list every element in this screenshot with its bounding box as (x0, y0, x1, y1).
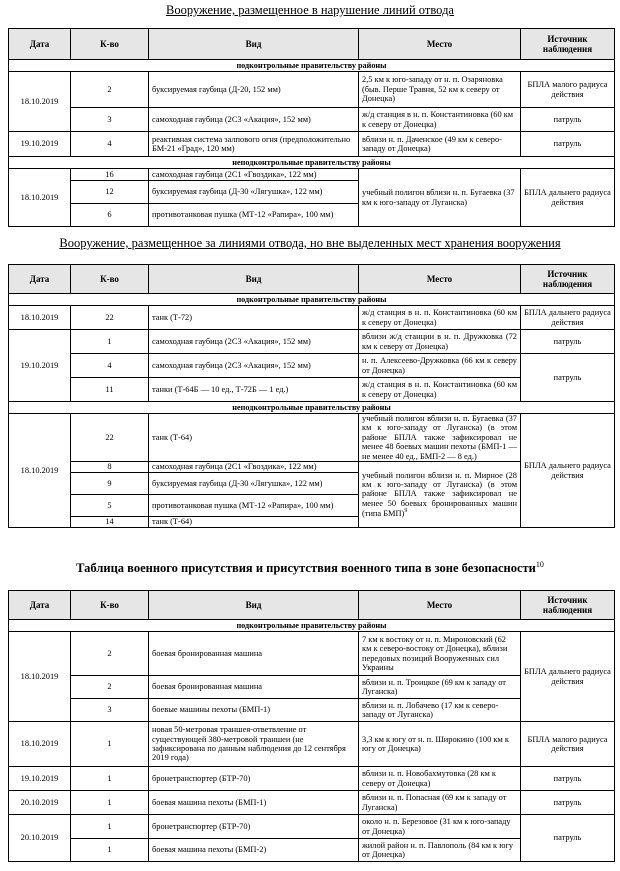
table-row: 4 самоходная гаубица (2С3 «Акация», 152 мм) н. п. Алексеево-Дружковка (66 км к северу от Донецка) патруль (9, 354, 615, 378)
table-row: 19.10.2019 1 самоходная гаубица (2С3 «Акация», 152 мм) вблизи ж/д станции в н. п. Дружковка (72 км к северу от Донецка) патруль (9, 330, 615, 354)
table-row: 9 буксируемая гаубица (Д-30 «Лягушка», 122 мм) (9, 473, 615, 495)
table3-header: Дата К-во Вид Место Источник наблюдения (9, 591, 615, 620)
header-type: Вид (149, 29, 359, 60)
header-qty: К-во (71, 29, 149, 60)
table-row: 12 буксируемая гаубица (Д-30 «Лягушка», 122 мм) (9, 181, 615, 204)
table2: Дата К-во Вид Место Источник наблюдения подконтрольные правительству районы 18.10.2019 22 танк (Т-72) ж/д станция в н. п. Константиновка (60 км к северу от Донецка) БПЛА дальнего радиуса действия 19.10.2019 1 самоходная гаубица (2С3 «Акация», 152 мм) вблизи ж/д станции в н. п. Дружковка (72 км к северу от Донецка) патруль 4 самоходная гаубица (2С3 «Акация», 152 мм) н. п. Алексеево-Дружковка (66 км к северу от Донецка) патруль 11 танки (Т-64Б — 10 ед., Т-72Б — 1 ед.) ж/д станция в н. п. Константиновка (60 км к северу от Донецка) неподконтрольные правительству районы 18.10.2019 22 танк (Т-64) учебный полигон вблизи н. п. Бугаевка (37 км к юго-западу от Луганска) (в этом районе БПЛА также зафиксировал не менее 48 боевых машин пехоты (БМП-1 — не менее 40 ед., БМП-2 — 8 ед.) БПЛА дальнего радиуса действия 8 самоходная гаубица (2С1 «Гвоздика», 122 мм) учебный полигон вблизи н. п. Мирное (28 км к юго-западу от Луганска) (в этом районе БПЛА также зафиксировал не менее 50 боевых бронированных машин (типа БМП)$^9$ 9 буксируемая гаубица (Д-30 «Лягушка», 122 мм) 5 противотанковая пушка (МТ-12 «Рапира», 100 мм) 14 танк (Т-64) (8, 264, 615, 528)
table-row: 20.10.2019 1 бронетранспортер (БТР-70) около н. п. Березовое (31 км к юго-западу от Донецка) патруль (9, 815, 615, 839)
table2-title: Вооружение, размещенное за линиями отвода, но вне выделенных мест хранения вооружения (59, 236, 561, 250)
table-row: 8 самоходная гаубица (2С1 «Гвоздика», 122 мм) учебный полигон вблизи н. п. Мирное (28 км к юго-западу от Луганска) (в этом районе БПЛА также зафиксировал не менее 50 боевых бронированных машин (типа БМП)$^9$ (9, 462, 615, 473)
header-date: Дата (9, 29, 71, 60)
header-source: Источник наблюдения (521, 29, 615, 60)
table-row: 2 боевая бронированная машина вблизи н. п. Троицкое (69 км к западу от Луганска) (9, 676, 615, 699)
table-row: 18.10.2019 2 боевая бронированная машина 7 км к востоку от н. п. Мироновский (62 км к северо-востоку от Донецка), вблизи передовых позиций Вооруженных сил Украины БПЛА дальнего радиуса действия (9, 632, 615, 676)
table3-title: Таблица военного присутствия и присутствия военного типа в зоне безопасности$^{10}$ (76, 560, 544, 576)
table1 (8, 28, 615, 227)
table1-title: Вооружение, размещенное в нарушение линий отвода (166, 3, 454, 17)
table-row: 3 боевые машины пехоты (БМП-1) вблизи н. п. Лобачево (17 км к северо-западу от Луганска) (9, 699, 615, 722)
table-row: 18.10.2019 16 самоходная гаубица (2С1 «Гвоздика», 122 мм) учебный полигон вблизи н. п. Бугаевка (37 км к юго-западу от Луганска) БПЛА дальнего радиуса действия (9, 169, 615, 181)
table-row: 18.10.2019 2 буксируемая гаубица (Д-20, 152 мм) 2,5 км к юго-западу от н. п. Озаряновка (быв. Перше Травня, 52 км к северу от Донецка) БПЛА малого радиуса действия (9, 72, 615, 108)
table2-header: Дата К-во Вид Место Источник наблюдения (9, 265, 615, 294)
table-row: 11 танки (Т-64Б — 10 ед., Т-72Б — 1 ед.) ж/д станция в н. п. Константиновка (60 км к северу от Донецка) (9, 378, 615, 402)
table-row: 1 боевая машина пехоты (БМП-2) жилой район н. п. Павлополь (84 км к югу от Донецка) (9, 839, 615, 862)
table-row: 18.10.2019 22 танк (Т-64) учебный полигон вблизи н. п. Бугаевка (37 км к юго-западу от Луганска) (в этом районе БПЛА также зафиксировал не менее 48 боевых машин пехоты (БМП-1 — не менее 40 ед., БМП-2 — 8 ед.) БПЛА дальнего радиуса действия (9, 414, 615, 462)
table-row: 19.10.2019 4 реактивная система залпового огня (предположительно БМ-21 «Град», 120 мм) вблизи н. п. Даченское (49 км к северо-западу от Донецка) патруль (9, 132, 615, 157)
section-nongov: неподконтрольные правительству районы (9, 157, 615, 169)
table-row: 5 противотанковая пушка (МТ-12 «Рапира», 100 мм) (9, 495, 615, 517)
section-gov: подконтрольные правительству районы (9, 60, 615, 72)
table-row: 18.10.2019 22 танк (Т-72) ж/д станция в н. п. Константиновка (60 км к северу от Донецка) БПЛА дальнего радиуса действия (9, 306, 615, 330)
table-row: 20.10.2019 1 боевая машина пехоты (БМП-1) вблизи н. п. Попасная (69 км к западу от Луганска) патруль (9, 791, 615, 815)
table1-header (9, 29, 615, 60)
header-place: Место (359, 29, 521, 60)
table3: Дата К-во Вид Место Источник наблюдения подконтрольные правительству районы 18.10.2019 2 боевая бронированная машина 7 км к востоку от н. п. Мироновский (62 км к северо-востоку от Донецка), вблизи передовых позиций Вооруженных сил Украины БПЛА дальнего радиуса действия 2 боевая бронированная машина вблизи н. п. Троицкое (69 км к западу от Луганска) 3 боевые машины пехоты (БМП-1) вблизи н. п. Лобачево (17 км к северо-западу от Луганска) 18.10.2019 1 новая 50-метровая траншея-ответвление от существующей 380-метровой траншеи (не зафиксирована по данным наблюдения до 12 сентября 2019 года) 3,3 км к югу от н. п. Широкино (100 км к югу от Донецка) БПЛА малого радиуса действия 19.10.2019 1 бронетранспортер (БТР-70) вблизи н. п. Новобахмутовка (28 км к северу от Донецка) патруль 20.10.2019 1 боевая машина пехоты (БМП-1) вблизи н. п. Попасная (69 км к западу от Луганска) патруль 20.10.2019 1 бронетранспортер (БТР-70) около н. п. Березовое (31 км к юго-западу от Донецка) патруль 1 боевая машина пехоты (БМП-2) жилой район н. п. Павлополь (84 км к югу от Донецка) (8, 590, 615, 862)
table-row: 18.10.2019 1 новая 50-метровая траншея-ответвление от существующей 380-метровой траншеи (не зафиксирована по данным наблюдения до 12 сентября 2019 года) 3,3 км к югу от н. п. Широкино (100 км к югу от Донецка) БПЛА малого радиуса действия (9, 722, 615, 767)
table-row: 3 самоходная гаубица (2С3 «Акация», 152 мм) ж/д станция в н. п. Константиновка (60 км к северу от Донецка) патруль (9, 108, 615, 132)
table-row: 19.10.2019 1 бронетранспортер (БТР-70) вблизи н. п. Новобахмутовка (28 км к северу от Донецка) патруль (9, 767, 615, 791)
table-row: 14 танк (Т-64) (9, 517, 615, 528)
table-row: 6 противотанковая пушка (МТ-12 «Рапира», 100 мм) (9, 204, 615, 227)
